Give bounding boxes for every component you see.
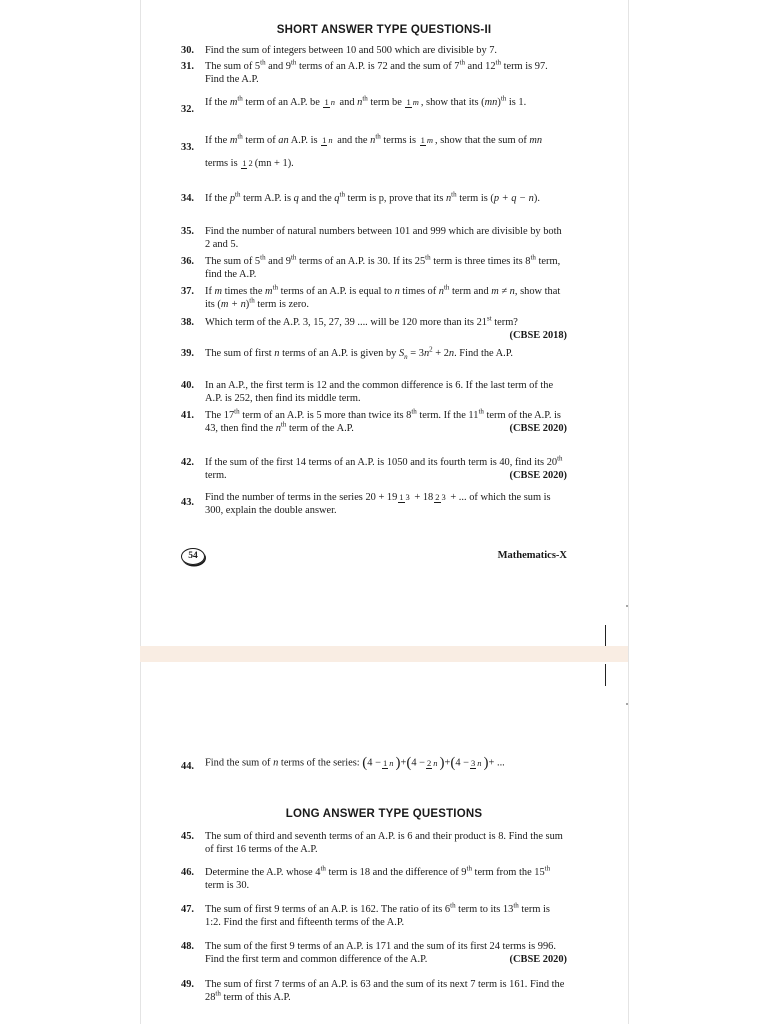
question-40: 40. In an A.P., the first term is 12 and the common difference is 6. If the last term of the A.P. is 252, then find its middle term. [181, 380, 554, 404]
question-38: 38. Which term of the A.P. 3, 15, 27, 39 .... will be 120 more than its 21st term? (CBSE 2018) [181, 314, 567, 341]
section-heading-long: LONG ANSWER TYPE QUESTIONS [285, 808, 483, 820]
question-36: 36. The sum of 5th and 9th terms of an A.P. is 30. If its 25th term is three times its 8th term, find the A.P. [181, 253, 561, 280]
question-44: 44. Find the sum of n terms of the series: (4 − 1 n )+(4 − 2 n )+(4 − 3 n )+ ... [181, 755, 505, 772]
question-32: 32. If the $m^{th}$ term of an A.P. be 1 n and $n^{th}$ term be 1 m , show that its (mn)$^{th}$ is 1. [181, 94, 527, 115]
question-48: 48. The sum of the first 9 terms of an A.P. is 171 and the sum of its first 24 terms is 996. Find the first term and common difference of the A.P. (CBSE 2020) [181, 941, 567, 965]
question-46: 46. Determine the A.P. whose 4th term is 18 and the difference of 9th term from the 15th term is 30. [181, 864, 551, 891]
question-33: 33. If the $m^{th}$ term of an A.P. is 1 n and the $n^{th}$ terms is 1 m , show that the sum of mn terms is 1 2 (mn + 1). [181, 132, 543, 169]
question-35: 35. Find the number of natural numbers between 101 and 999 which are divisible by both 2 and 5. [181, 226, 562, 250]
book-title: Mathematics-X [497, 550, 567, 561]
scan-mark [605, 664, 606, 686]
source-tag: (CBSE 2020) [509, 953, 567, 965]
question-30: 30. Find the sum of integers between 10 and 500 which are divisible by 7. [181, 45, 498, 56]
question-37: 37. If m times the $m^{th}$ terms of an A.P. is equal to n times of $n^{th}$ term and m ≠ n, show that its $(m + n)^{th}$ term is zero. [181, 283, 561, 310]
page-edge-left [140, 0, 141, 1024]
question-39: 39. The sum of first n terms of an A.P. is given by $S_n = 3n^2 + 2n$. Find the A.P. [181, 345, 514, 362]
question-43: 43. Find the number of terms in the series 20 + 19 1 3 + 18 2 3 + ... of which the sum is 300, explain the double answer. [181, 492, 551, 516]
scan-dot [626, 703, 628, 705]
question-45: 45. The sum of third and seventh terms of an A.P. is 6 and their product is 8. Find the sum of first 16 terms of the A.P. [181, 831, 563, 855]
page-gap-band [140, 646, 628, 662]
scan-dot [626, 605, 628, 607]
source-tag: (CBSE 2020) [509, 422, 567, 434]
question-31: 31. The sum of 5th and 9th terms of an A.P. is 72 and the sum of 7th and 12th term is 97. Find the A.P. [181, 58, 548, 85]
question-47: 47. The sum of first 9 terms of an A.P. is 162. The ratio of its 6th term to its 13th term is 1:2. Find the first and fifteenth terms of the A.P. [181, 901, 550, 928]
page-number-badge: 54 [181, 548, 205, 565]
source-tag: (CBSE 2020) [509, 469, 567, 481]
page-edge-right [628, 0, 629, 1024]
question-49: 49. The sum of first 7 terms of an A.P. is 63 and the sum of its next 7 term is 161. Find the 28th term of this A.P. [181, 979, 565, 1003]
source-tag: (CBSE 2018) [509, 329, 567, 341]
question-41: 41. The 17th term of an A.P. is 5 more than twice its 8th term. If the 11th term of the A.P. is 43, then find the $n^{th}$ term of the A.P. (CBSE 2020) [181, 407, 567, 434]
question-42: 42. If the sum of the first 14 terms of an A.P. is 1050 and its fourth term is 40, find its 20th term. (CBSE 2020) [181, 454, 567, 481]
section-heading-short: SHORT ANSWER TYPE QUESTIONS-II [276, 24, 492, 36]
question-34: 34. If the $p^{th}$ term A.P. is q and the $q^{th}$ term is p, prove that its $n^{th}$ term is (p + q − n). [181, 190, 540, 204]
